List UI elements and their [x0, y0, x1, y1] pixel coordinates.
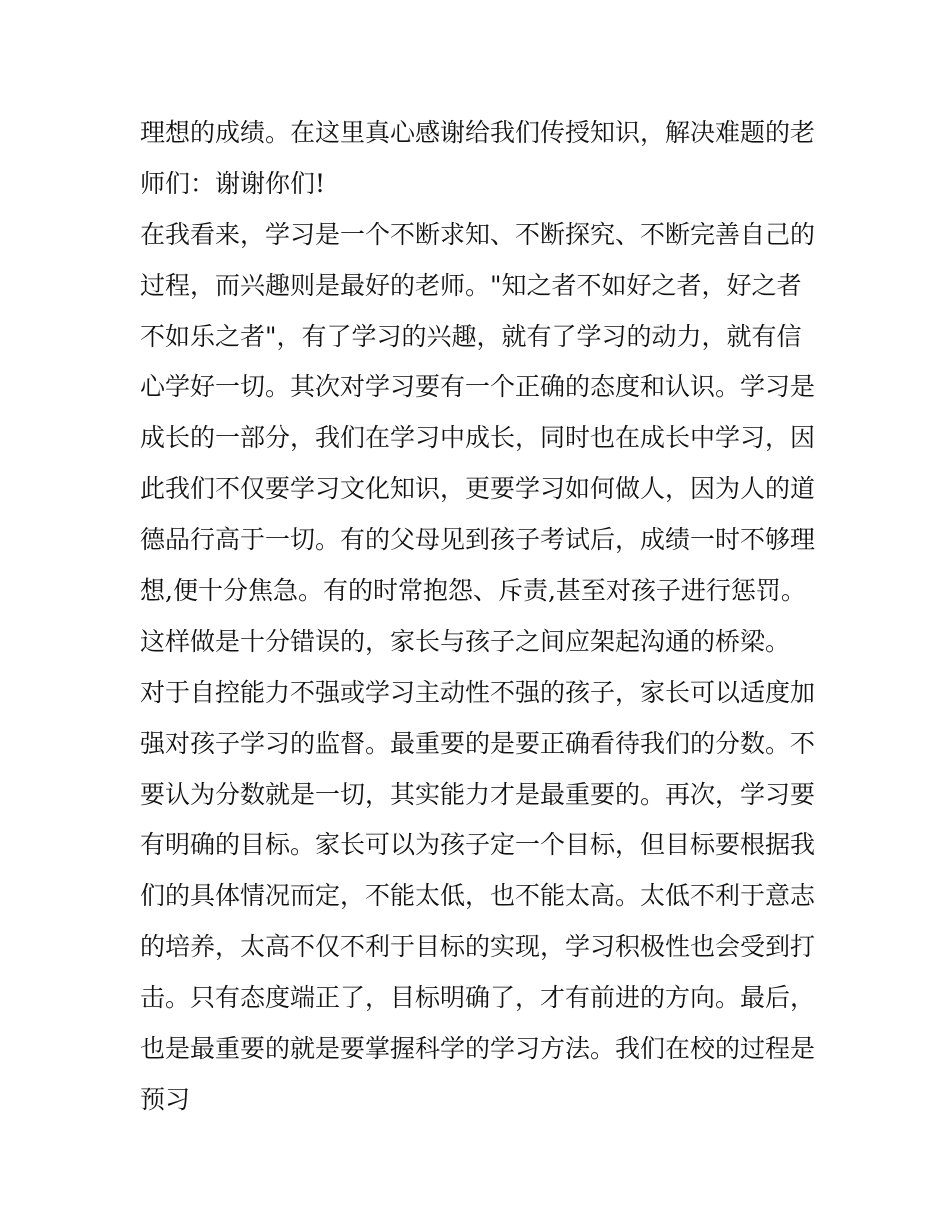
text-line: 不如乐之者"，有了学习的兴趣，就有了学习的动力，就有信	[140, 321, 802, 351]
text-line: 理想的成绩。在这里真心感谢给我们传授知识，解决难题的老	[140, 118, 816, 147]
text-line: 成长的一部分，我们在学习中成长，同时也在成长中学习，因	[140, 423, 816, 453]
text-line: 的培养，太高不仅不利于目标的实现，学习积极性也会受到打	[140, 932, 816, 962]
body-text	[140, 108, 820, 1126]
text-line: 在我看来，学习是一个不断求知、不断探究、不断完善自己的	[140, 219, 816, 249]
text-line: 此我们不仅要学习文化知识，更要学习如何做人，因为人的道	[140, 474, 816, 504]
text-line: 强对孩子学习的监督。最重要的是要正确看待我们的分数。不	[140, 728, 816, 758]
text-line: 想,便十分焦急。有的时常抱怨、斥责,甚至对孩子进行惩罚。	[140, 576, 806, 606]
text-line: 德品行高于一切。有的父母见到孩子考试后，成绩一时不够理	[140, 525, 816, 555]
text-line: 心学好一切。其次对学习要有一个正确的态度和认识。学习是	[140, 372, 816, 402]
text-line: 也是最重要的就是要掌握科学的学习方法。我们在校的过程是	[140, 1034, 816, 1064]
text-line: 要认为分数就是一切，其实能力才是最重要的。再次，学习要	[140, 779, 816, 809]
text-line: 击。只有态度端正了，目标明确了，才有前进的方向。最后，	[140, 983, 816, 1013]
text-line: 这样做是十分错误的，家长与孩子之间应架起沟通的桥梁。	[140, 626, 791, 656]
text-line: 们的具体情况而定，不能太低，也不能太高。太低不利于意志	[140, 881, 816, 911]
text-line: 预习	[140, 1084, 191, 1114]
text-line: 有明确的目标。家长可以为孩子定一个目标，但目标要根据我	[140, 830, 816, 860]
text-line: 过程，而兴趣则是最好的老师。"知之者不如好之者，好之者	[140, 270, 802, 300]
text-line: 对于自控能力不强或学习主动性不强的孩子，家长可以适度加	[140, 677, 816, 707]
text-line: 师们：谢谢你们!	[140, 168, 326, 198]
